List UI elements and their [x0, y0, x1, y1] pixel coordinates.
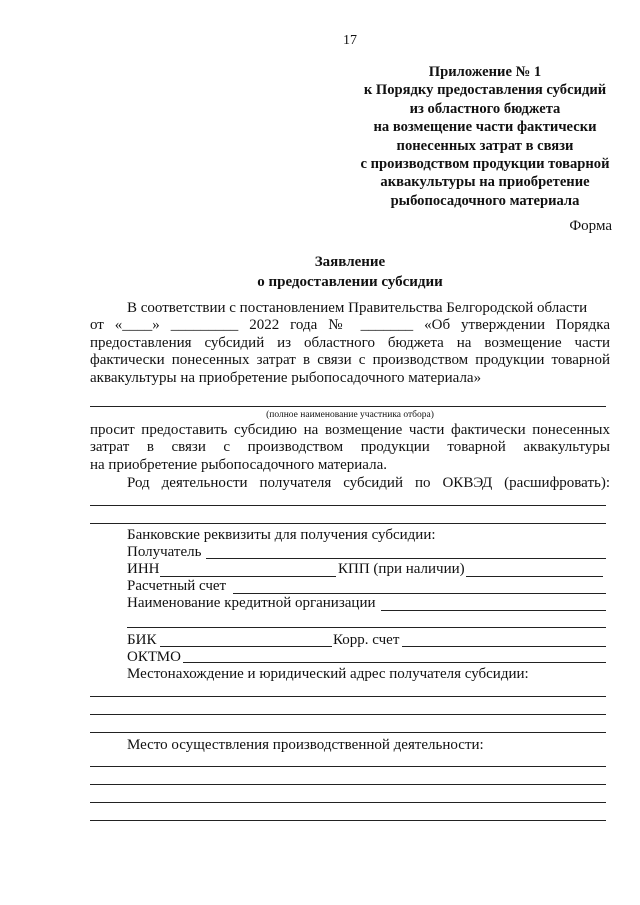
bank-name-label: Наименование кредитной организации — [127, 595, 376, 611]
appendix-line: Приложение № 1 — [428, 64, 542, 80]
address-field[interactable] — [90, 714, 606, 715]
activity-place-field[interactable] — [90, 784, 606, 785]
address-field[interactable] — [90, 696, 606, 697]
intro-line: предоставления субсидий из областного бюджета на возмещение части — [90, 334, 610, 351]
title-line: о предоставлении субсидии — [257, 274, 443, 290]
participant-name-field[interactable] — [90, 406, 606, 407]
activity-place-label: Место осуществления производственной деятельности: — [127, 737, 484, 753]
page-number: 17 — [343, 33, 357, 48]
form-label: Форма — [569, 218, 612, 234]
appendix-line: к Порядку предоставления субсидий — [363, 82, 607, 99]
appendix-line: на возмещение части фактически — [373, 119, 597, 136]
appendix-line: понесенных затрат в связи — [396, 137, 574, 154]
participant-caption: (полное наименование участника отбора) — [266, 410, 434, 420]
request-line: затрат в связи с производством продукции товарной аквакультуры — [90, 439, 610, 456]
inn-label: ИНН — [127, 561, 160, 577]
appendix-line: из областного бюджета — [409, 100, 561, 117]
bank-heading: Банковские реквизиты для получения субсидии: — [127, 527, 436, 543]
bik-field[interactable] — [160, 646, 332, 647]
intro-line: от «____» _________ 2022 года № _______ «Об утверждении Порядка — [90, 317, 610, 334]
activity-place-field[interactable] — [90, 802, 606, 803]
oktmo-label: ОКТМО — [127, 649, 181, 665]
account-label: Расчетный счет — [127, 578, 227, 594]
kpp-field[interactable] — [466, 576, 603, 577]
document-title — [0, 252, 640, 292]
recipient-field[interactable] — [206, 558, 606, 559]
okved-label: Род деятельности получателя субсидий по ОКВЭД (расшифровать): — [127, 475, 610, 491]
appendix-header — [330, 63, 640, 210]
corr-account-field[interactable] — [402, 646, 606, 647]
request-line: просит предоставить субсидию на возмещение части фактически понесенных — [90, 422, 610, 438]
request-line: на приобретение рыбопосадочного материала. — [90, 456, 387, 473]
inn-field[interactable] — [160, 576, 336, 577]
request-paragraph — [90, 422, 610, 474]
intro-paragraph — [90, 300, 610, 387]
okved-field[interactable] — [90, 523, 606, 524]
intro-line: В соответствии с постановлением Правительства Белгородской области — [127, 300, 588, 316]
bank-name-field[interactable] — [381, 610, 606, 611]
corr-account-label: Корр. счет — [333, 632, 400, 648]
appendix-line: рыбопосадочного материала — [390, 192, 580, 209]
account-field[interactable] — [233, 593, 606, 594]
activity-place-field[interactable] — [90, 766, 606, 767]
recipient-label: Получатель — [127, 544, 202, 560]
address-field[interactable] — [90, 732, 606, 733]
intro-line: фактически понесенных затрат в связи с производством продукции товарной — [90, 352, 610, 369]
oktmo-field[interactable] — [183, 662, 606, 663]
bik-label: БИК — [127, 632, 157, 648]
okved-field[interactable] — [90, 505, 606, 506]
title-line: Заявление — [314, 254, 386, 270]
activity-place-field[interactable] — [90, 820, 606, 821]
address-label: Местонахождение и юридический адрес получателя субсидии: — [127, 666, 529, 682]
appendix-line: аквакультуры на приобретение — [380, 174, 590, 191]
intro-line: аквакультуры на приобретение рыбопосадочного материала» — [90, 369, 482, 386]
kpp-label: КПП (при наличии) — [338, 561, 465, 577]
bank-name-field-continued[interactable] — [127, 627, 606, 628]
appendix-line: с производством продукции товарной — [360, 156, 610, 173]
